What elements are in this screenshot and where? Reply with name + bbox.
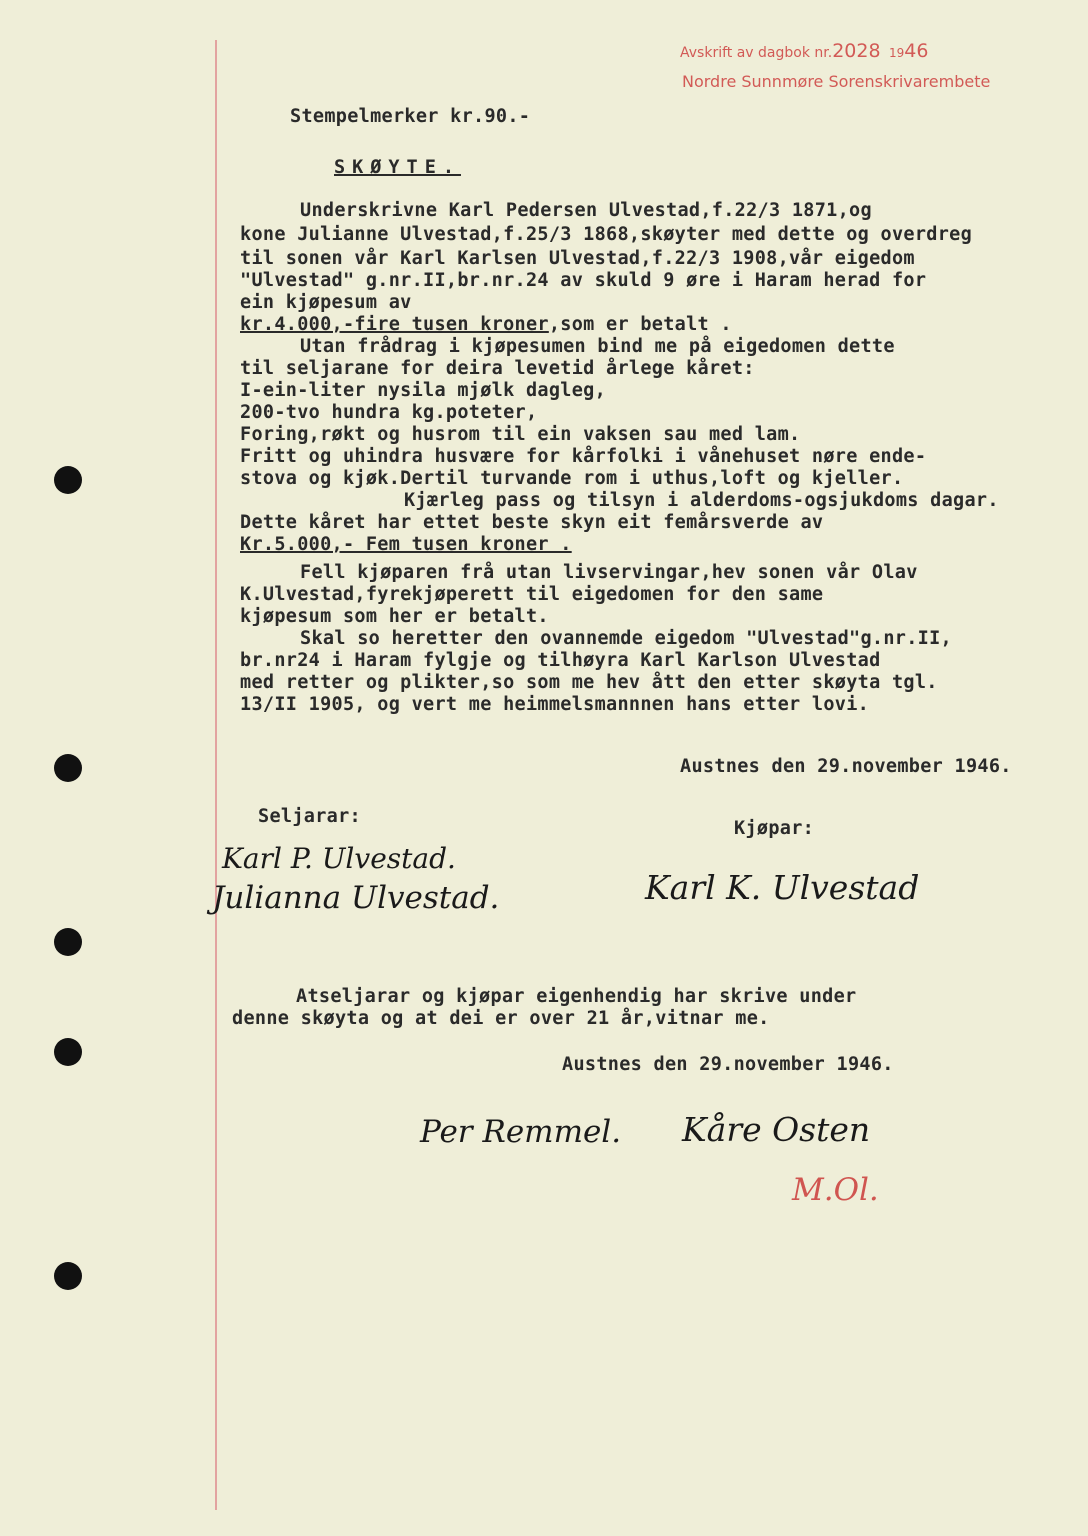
kaar-line: 200-tvo hundra kg.poteter,	[240, 402, 538, 423]
registry-stamp-line2: Nordre Sunnmøre Sorenskrivarembete	[682, 72, 991, 91]
kaar-line: Fritt og uhindra husvære for kårfolki i vånehuset nøre ende-	[240, 446, 927, 467]
kaar-line: Kjærleg pass og tilsyn i alderdoms-ogsjukdoms dagar.	[404, 490, 999, 511]
price-rest: ,som er betalt .	[548, 314, 732, 335]
kaar-line: I-ein-liter nysila mjølk dagleg,	[240, 380, 607, 401]
sellers-label: Seljarar:	[258, 806, 361, 827]
body-line: Underskrivne Karl Pedersen Ulvestad,f.22/3 1871,og	[300, 200, 872, 221]
attest-place-date: Austnes den 29.november 1946.	[562, 1054, 894, 1075]
closing-line: br.nr24 i Haram fylgje og tilhøyra Karl Karlson Ulvestad	[240, 650, 881, 671]
witness-signature-1: Per Remmel.	[420, 1114, 622, 1150]
body-line: kone Julianne Ulvestad,f.25/3 1868,skøyter med dette og overdreg	[240, 224, 973, 245]
kaar-line: Dette kåret har ettet beste skyn eit femårsverde av	[240, 512, 824, 533]
witness-signature-2: Kåre Osten	[682, 1110, 871, 1149]
kaar-line: stova og kjøk.Dertil turvande rom i uthus,loft og kjeller.	[240, 468, 904, 489]
closing-line: K.Ulvestad,fyrekjøperett til eigedomen for den same	[240, 584, 824, 605]
attest-line: denne skøyta og at dei er over 21 år,vitnar me.	[232, 1008, 770, 1029]
closing-line: 13/II 1905, og vert me heimmelsmannnen hans etter lovi.	[240, 694, 870, 715]
closing-line: kjøpesum som her er betalt.	[240, 606, 549, 627]
price-line	[240, 314, 732, 335]
seller-signature-1: Karl P. Ulvestad.	[222, 842, 456, 875]
dagbok-number: 2028	[832, 40, 881, 62]
clerk-initials: M.Ol.	[792, 1172, 879, 1208]
closing-line: med retter og plikter,so som me hev ått den etter skøyta tgl.	[240, 672, 938, 693]
attest-line: Atseljarar og kjøpar eigenhendig har skrive under	[296, 986, 857, 1007]
seller-signature-2: Julianna Ulvestad.	[212, 880, 500, 916]
price-underlined: kr.4.000,-fire tusen kroner	[240, 314, 549, 335]
kaar-line: Foring,røkt og husrom til ein vaksen sau med lam.	[240, 424, 801, 445]
buyer-signature: Karl K. Ulvestad	[645, 868, 920, 907]
buyer-label: Kjøpar:	[734, 818, 815, 839]
body-line: "Ulvestad" g.nr.II,br.nr.24 av skuld 9 øre i Haram herad for	[240, 270, 927, 291]
body-line: til sonen vår Karl Karlsen Ulvestad,f.22/3 1908,vår eigedom	[240, 248, 915, 269]
year-prefix: 19	[889, 46, 905, 60]
kaar-value: Kr.5.000,- Fem tusen kroner .	[240, 534, 572, 555]
stamp-duty-line: Stempelmerker kr.90.-	[290, 106, 531, 127]
kaar-line: Utan frådrag i kjøpesumen bind me på eigedomen dette	[300, 336, 895, 357]
place-date: Austnes den 29.november 1946.	[680, 756, 1012, 777]
year-suffix: 46	[904, 40, 929, 62]
closing-line: Fell kjøparen frå utan livservingar,hev sonen vår Olav	[300, 562, 918, 583]
stamp-prefix: Avskrift av dagbok nr.	[680, 45, 833, 61]
kaar-line: til seljarane for deira levetid årlege kåret:	[240, 358, 755, 379]
body-line: ein kjøpesum av	[240, 292, 412, 313]
closing-line: Skal so heretter den ovannemde eigedom "Ulvestad"g.nr.II,	[300, 628, 952, 649]
document-title: SKØYTE.	[334, 157, 461, 178]
